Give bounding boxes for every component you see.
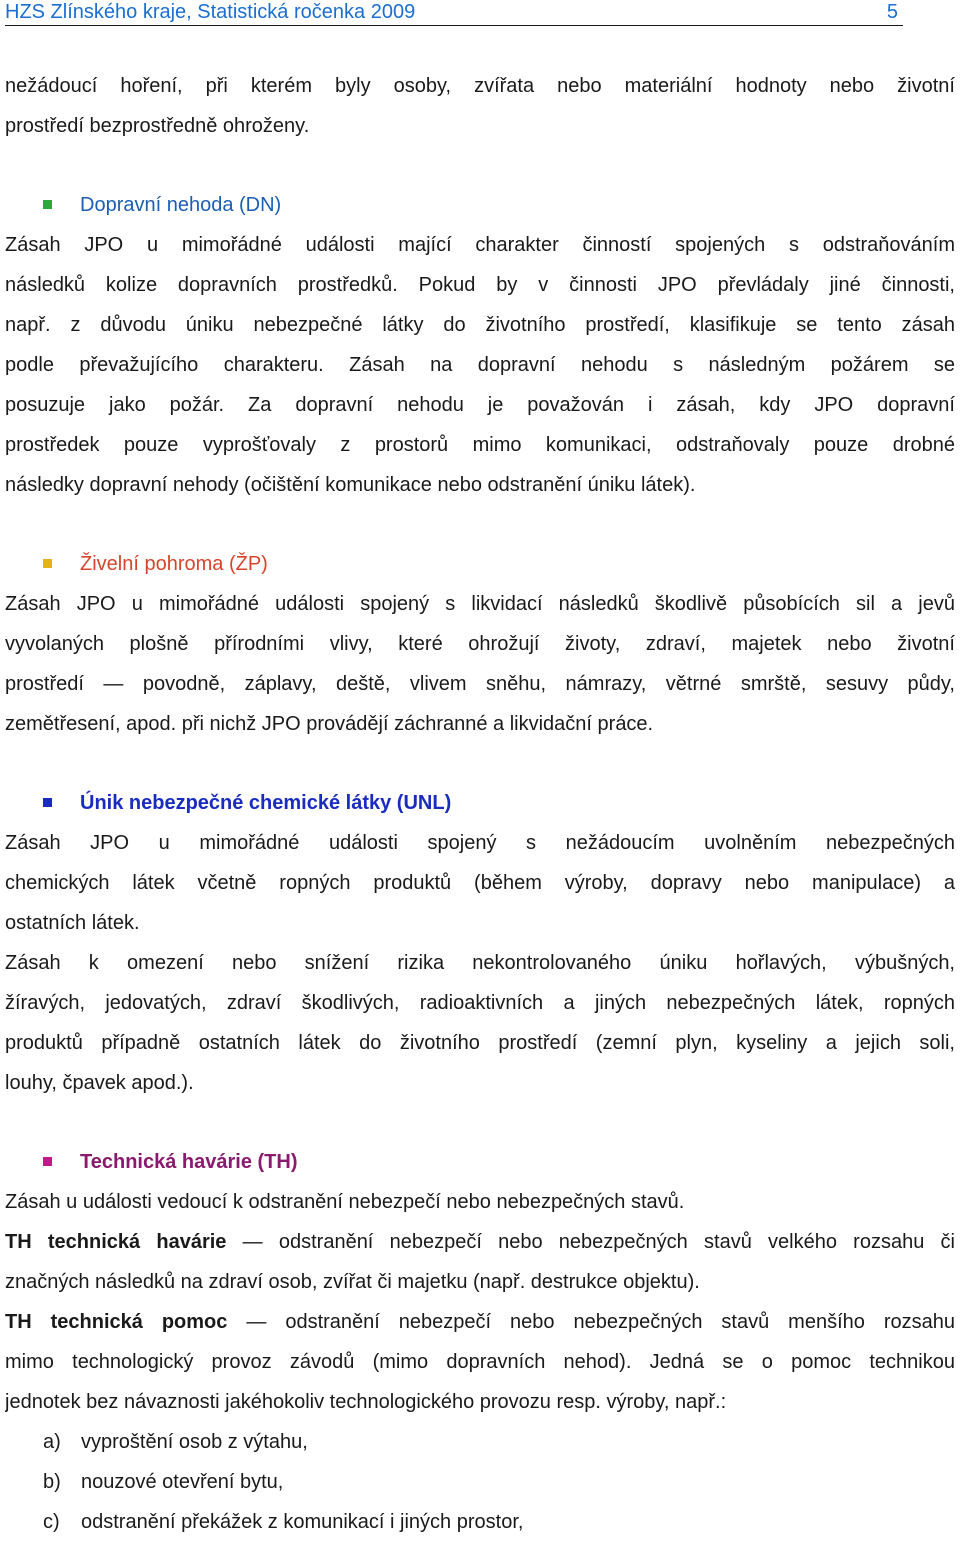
list-marker: a)	[43, 1431, 61, 1453]
text-line: prostředí — povodně, záplavy, deště, vlivem sněhu, námrazy, větrné smrště, sesuvy půdy,	[5, 673, 955, 695]
square-bullet-icon	[43, 798, 52, 807]
list-marker: c)	[43, 1511, 60, 1533]
text-line: prostředek pouze vyprošťovaly z prostorů mimo komunikaci, odstraňovaly pouze drobné	[5, 434, 955, 456]
dn-paragraph	[5, 225, 955, 505]
term-description: — odstranění nebezpečí nebo nebezpečných stavů velkého rozsahu či	[226, 1231, 955, 1253]
section-title: Dopravní nehoda (DN)	[80, 194, 282, 216]
text-line: chemických látek včetně ropných produktů (během výroby, dopravy nebo manipulace) a	[5, 872, 955, 894]
text-line: Zásah JPO u mimořádné události spojený s nežádoucím uvolněním nebezpečných	[5, 832, 955, 854]
text-line: jednotek bez návaznosti jakéhokoliv technologického provozu resp. výroby, např.:	[5, 1391, 727, 1413]
header-title: HZS Zlínského kraje, Statistická ročenka 2009	[5, 1, 416, 23]
text-line: vyvolaných plošně přírodními vlivy, které ohrožují životy, zdraví, majetek nebo životní	[5, 633, 955, 655]
list-item	[43, 1502, 523, 1542]
text-line: podle převažujícího charakteru. Zásah na dopravní nehodu s následným požárem se	[5, 354, 955, 376]
text-line: Zásah JPO u mimořádné události spojený s likvidací následků škodlivě působících sil a jevů	[5, 593, 955, 615]
square-bullet-icon	[43, 200, 52, 209]
list-item-text: odstranění překážek z komunikací i jiných prostor,	[81, 1511, 524, 1533]
list-item-text: vyproštění osob z výtahu,	[81, 1431, 308, 1453]
text-line: Zásah k omezení nebo snížení rizika nekontrolovaného úniku hořlavých, výbušných,	[5, 952, 955, 974]
text-line: následků kolize dopravních prostředků. Pokud by v činnosti JPO převládaly jiné činnosti,	[5, 274, 955, 296]
list-item	[43, 1422, 308, 1462]
text-line	[5, 1302, 955, 1342]
text-line: ostatních látek.	[5, 912, 140, 934]
text-line	[5, 1222, 955, 1262]
section-title: Únik nebezpečné chemické látky (UNL)	[80, 792, 452, 814]
square-bullet-icon	[43, 1157, 52, 1166]
text-line: značných následků na zdraví osob, zvířat či majetku (např. destrukce objektu).	[5, 1271, 700, 1293]
term-technicka-havarie: TH technická havárie	[5, 1231, 227, 1253]
term-description: — odstranění nebezpečí nebo nebezpečných stavů menšího rozsahu	[227, 1311, 955, 1333]
page-header	[5, 0, 903, 26]
text-line: louhy, čpavek apod.).	[5, 1072, 194, 1094]
section-title: Živelní pohroma (ŽP)	[80, 553, 268, 575]
term-technicka-pomoc: TH technická pomoc	[5, 1311, 228, 1333]
text-line: nežádoucí hoření, při kterém byly osoby, zvířata nebo materiální hodnoty nebo životní	[5, 75, 955, 97]
list-item-text: nouzové otevření bytu,	[81, 1471, 284, 1493]
section-title: Technická havárie (TH)	[80, 1151, 298, 1173]
page-number: 5	[886, 1, 898, 23]
text-line: následky dopravní nehody (očištění komunikace nebo odstranění úniku látek).	[5, 474, 696, 496]
text-line: produktů případně ostatních látek do životního prostředí (zemní plyn, kyseliny a jejich soli,	[5, 1032, 955, 1054]
th-paragraph	[5, 1182, 955, 1422]
text-line: Zásah u události vedoucí k odstranění nebezpečí nebo nebezpečných stavů.	[5, 1191, 685, 1213]
text-line: např. z důvodu úniku nebezpečné látky do životního prostředí, klasifikuje se tento zásah	[5, 314, 955, 336]
intro-paragraph	[5, 66, 955, 146]
unl-paragraph	[5, 823, 955, 1103]
list-marker: b)	[43, 1471, 61, 1493]
text-line: zemětřesení, apod. při nichž JPO provádějí záchranné a likvidační práce.	[5, 713, 654, 735]
square-bullet-icon	[43, 559, 52, 568]
text-line: žíravých, jedovatých, zdraví škodlivých, radioaktivních a jiných nebezpečných látek, ropných	[5, 992, 955, 1014]
list-item	[43, 1462, 283, 1502]
text-line: Zásah JPO u mimořádné události mající charakter činností spojených s odstraňováním	[5, 234, 955, 256]
zp-paragraph	[5, 584, 955, 744]
text-line: posuzuje jako požár. Za dopravní nehodu je považován i zásah, kdy JPO dopravní	[5, 394, 955, 416]
text-line: prostředí bezprostředně ohroženy.	[5, 115, 310, 137]
text-line: mimo technologický provoz závodů (mimo dopravních nehod). Jedná se o pomoc technikou	[5, 1351, 955, 1373]
